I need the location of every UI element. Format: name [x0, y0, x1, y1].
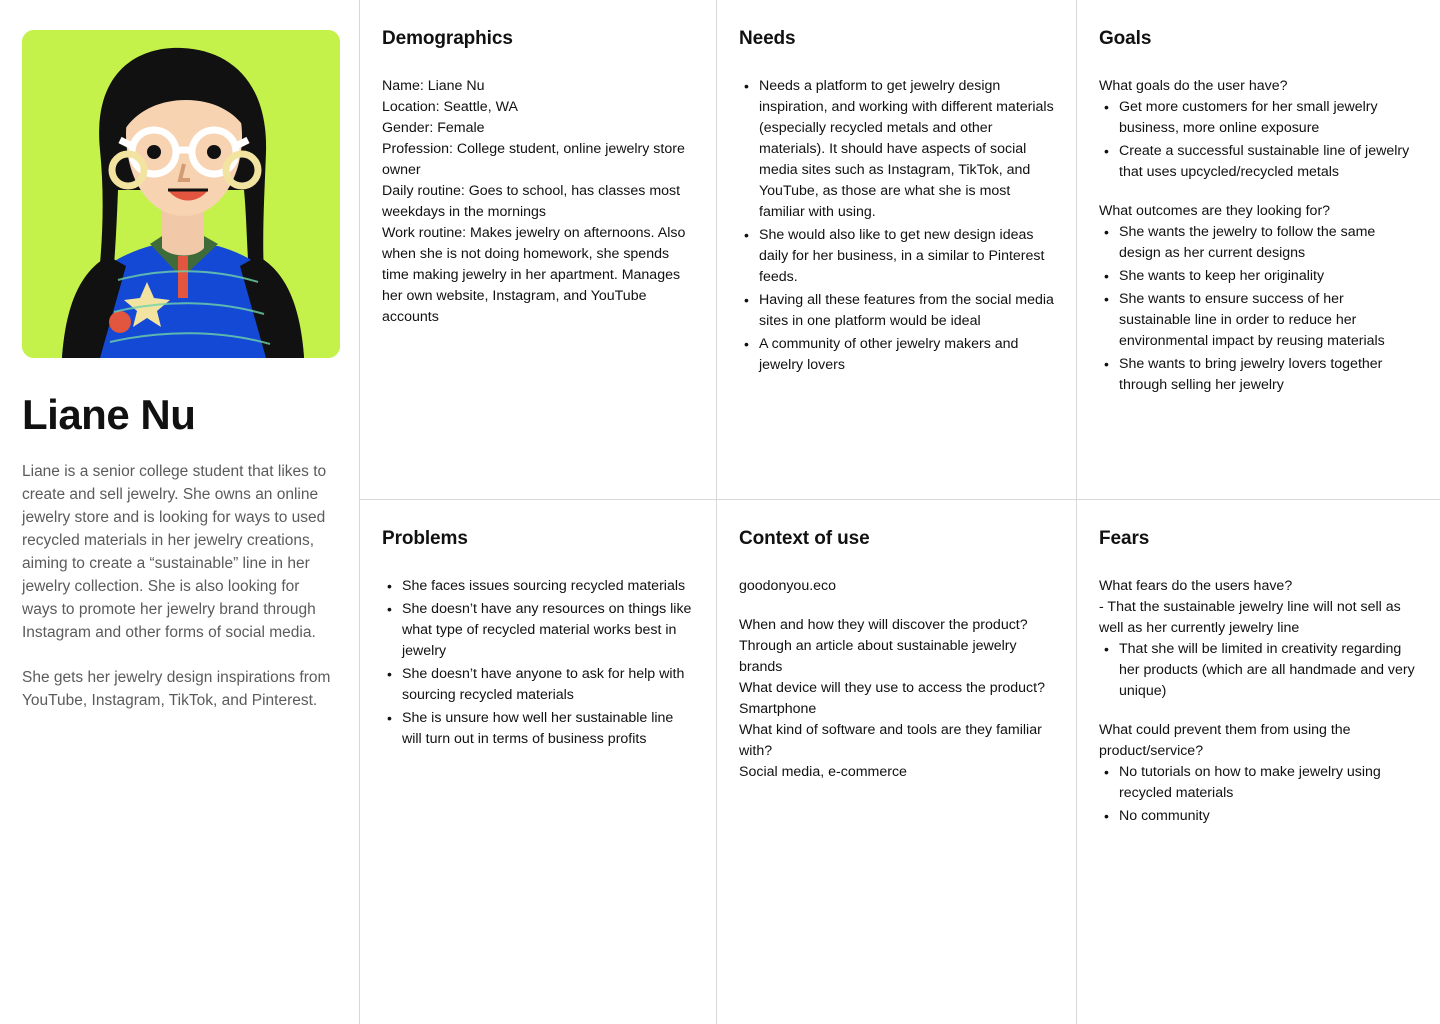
- context-answer-2: Smartphone: [739, 701, 817, 717]
- goals-heading: Goals: [1099, 28, 1152, 49]
- needs-list: [739, 76, 1054, 376]
- fears-statement-1: - That the sustainable jewelry line will not sell as well as her currently jewelry line: [1099, 599, 1401, 636]
- list-item: • She wants to bring jewelry lovers together through selling her jewelry: [1117, 354, 1418, 396]
- demographics-line: Name: Liane Nu: [382, 78, 485, 94]
- demographics-line: Work routine: Makes jewelry on afternoons. Also when she is not doing homework, she spends time making jewelry in her apartment. Manages her own website, Instagram, and YouTube accounts: [382, 225, 686, 325]
- demographics-line: Gender: Female: [382, 120, 485, 136]
- section-needs: [717, 0, 1077, 500]
- fears-list-2: [1099, 762, 1418, 827]
- list-item: • She is unsure how well her sustainable line will turn out in terms of business profits: [400, 708, 694, 750]
- list-item: • No community: [1117, 806, 1418, 827]
- persona-grid: [360, 0, 1440, 1024]
- demographics-line: Location: Seattle, WA: [382, 99, 518, 115]
- page-title: Liane Nu: [22, 391, 196, 438]
- fears-question-2: What could prevent them from using the product/service?: [1099, 722, 1351, 759]
- persona-panel: [0, 0, 360, 1024]
- avatar: [22, 30, 340, 358]
- demographics-line: Profession: College student, online jewelry store owner: [382, 141, 685, 178]
- context-question-1: When and how they will discover the product?: [739, 617, 1028, 633]
- list-item: • Needs a platform to get jewelry design inspiration, and working with different materials (especially recycled metals and other materials). It should have aspects of social media sites such as Instagram, TikTok, and YouTube, as those are what she is most familiar with using.: [757, 76, 1054, 223]
- needs-heading: Needs: [739, 28, 796, 49]
- goals-list-2: [1099, 222, 1418, 396]
- list-item: • She wants to keep her originality: [1117, 266, 1418, 287]
- list-item: • She doesn’t have anyone to ask for help with sourcing recycled materials: [400, 664, 694, 706]
- list-item: • Get more customers for her small jewelry business, more online exposure: [1117, 97, 1418, 139]
- problems-list: [382, 576, 694, 750]
- demographics-heading: Demographics: [382, 28, 513, 49]
- list-item: • That she will be limited in creativity regarding her products (which are all handmade and very unique): [1117, 639, 1418, 702]
- context-question-3: What kind of software and tools are they familiar with?: [739, 722, 1042, 759]
- demographics-line: Daily routine: Goes to school, has classes most weekdays in the mornings: [382, 183, 681, 220]
- goals-question-2: What outcomes are they looking for?: [1099, 203, 1331, 219]
- goals-question-1: What goals do the user have?: [1099, 78, 1288, 94]
- context-heading: Context of use: [739, 528, 870, 549]
- problems-heading: Problems: [382, 528, 468, 549]
- list-item: • No tutorials on how to make jewelry using recycled materials: [1117, 762, 1418, 804]
- section-demographics: [360, 0, 717, 500]
- fears-question-1: What fears do the users have?: [1099, 578, 1293, 594]
- demographics-list: [382, 76, 694, 328]
- list-item: • Having all these features from the social media sites in one platform would be ideal: [757, 290, 1054, 332]
- list-item: • She would also like to get new design ideas daily for her business, in a similar to Pinterest feeds.: [757, 225, 1054, 288]
- context-qa: [739, 615, 1054, 783]
- context-site: goodonyou.eco: [739, 578, 837, 594]
- list-item: • She faces issues sourcing recycled materials: [400, 576, 694, 597]
- section-context-of-use: [717, 500, 1077, 1024]
- fears-list-1: [1099, 639, 1418, 702]
- list-item: • Create a successful sustainable line of jewelry that uses upcycled/recycled metals: [1117, 141, 1418, 183]
- context-question-2: What device will they use to access the product?: [739, 680, 1045, 696]
- fears-heading: Fears: [1099, 528, 1150, 549]
- goals-list-1: [1099, 97, 1418, 183]
- context-answer-1: Through an article about sustainable jewelry brands: [739, 638, 1017, 675]
- context-answer-3: Social media, e-commerce: [739, 764, 907, 780]
- section-problems: [360, 500, 717, 1024]
- persona-bio-2: She gets her jewelry design inspirations from YouTube, Instagram, TikTok, and Pinterest.: [22, 669, 331, 710]
- persona-bio-1: Liane is a senior college student that likes to create and sell jewelry. She owns an online jewelry store and is looking for ways to used recycled materials in her jewelry creations, aiming to create a “sustainable” line in her jewelry collection. She is also looking for ways to promote her jewelry brand through Instagram and other forms of social media.: [22, 463, 327, 642]
- section-goals: [1077, 0, 1440, 500]
- fears-intro: [1099, 576, 1418, 639]
- section-fears: [1077, 500, 1440, 1024]
- list-item: • She wants the jewelry to follow the same design as her current designs: [1117, 222, 1418, 264]
- list-item: • She doesn’t have any resources on things like what type of recycled material works best in jewelry: [400, 599, 694, 662]
- list-item: • A community of other jewelry makers and jewelry lovers: [757, 334, 1054, 376]
- portrait-illustration-icon: [22, 30, 340, 358]
- list-item: • She wants to ensure success of her sustainable line in order to reduce her environmental impact by reusing materials: [1117, 289, 1418, 352]
